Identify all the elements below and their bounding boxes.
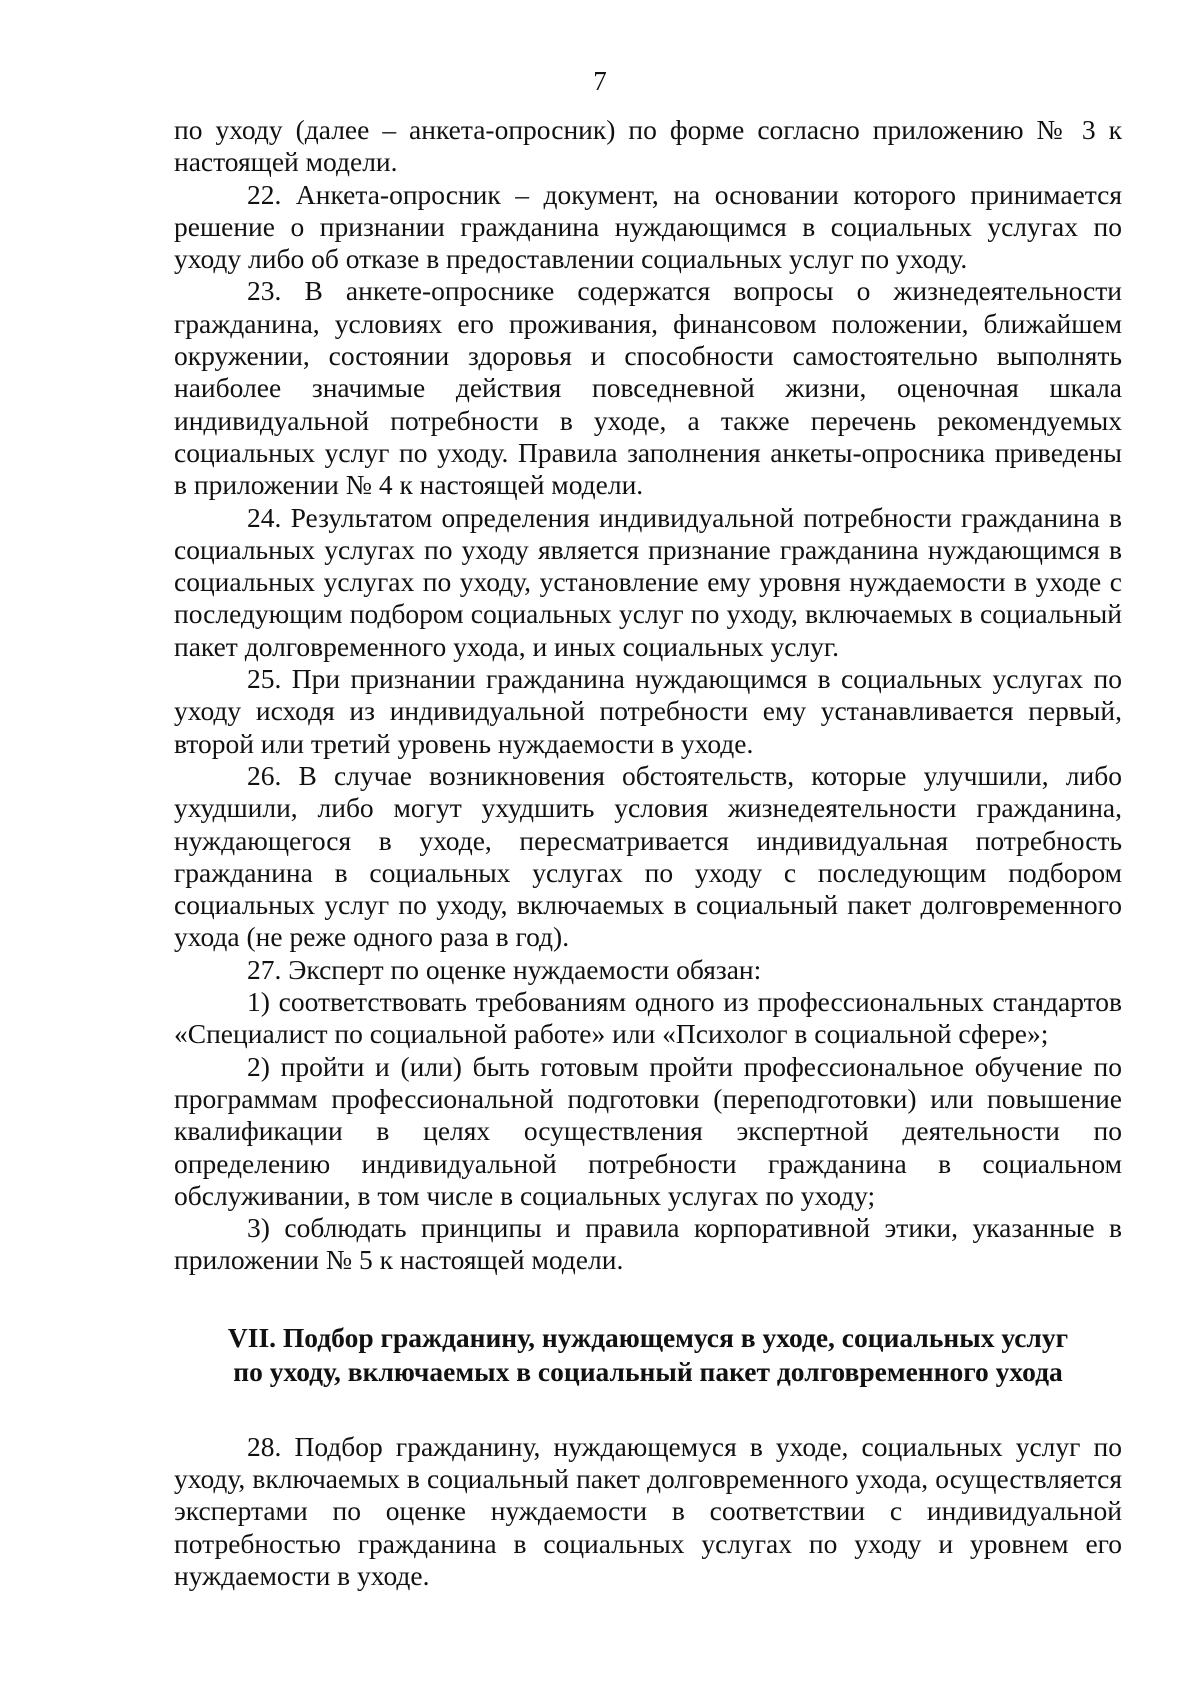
section-heading bbox=[174, 1321, 1122, 1389]
section-heading-line-2: по уходу, включаемых в социальный пакет долговременного ухода bbox=[233, 1355, 1063, 1387]
paragraph: 3) соблюдать принципы и правила корпоративной этики, указанные в приложении № 5 к настоящей модели. bbox=[174, 1212, 1122, 1276]
document-body bbox=[174, 114, 1122, 1592]
paragraph: 2) пройти и (или) быть готовым пройти профессиональное обучение по программам профессиональной подготовки (переподготовки) или повышение квалификации в целях осуществления экспертной деятельности по определению индивидуальной потребности гражданина в социальном обслуживании, в том числе в социальных услугах по уходу; bbox=[174, 1050, 1122, 1211]
section-heading-line-1: VII. Подбор гражданину, нуждающемуся в уходе, социальных услуг bbox=[227, 1321, 1069, 1353]
paragraph: 25. При признании гражданина нуждающимся в социальных услугах по уходу исходя из индивидуальной потребности ему устанавливается первый, второй или третий уровень нуждаемости в уходе. bbox=[174, 663, 1122, 759]
paragraphs-before-heading bbox=[174, 114, 1122, 1277]
paragraphs-after-heading bbox=[174, 1431, 1122, 1592]
paragraph: 26. В случае возникновения обстоятельств, которые улучшили, либо ухудшили, либо могут ухудшить условия жизнедеятельности гражданина, нуждающегося в уходе, пересматривается индивидуальная потребность гражданина в социальных услугах по уходу с последующим подбором социальных услуг по уходу, включаемых в социальный пакет долговременного ухода (не реже одного раза в год). bbox=[174, 759, 1122, 953]
paragraph: 24. Результатом определения индивидуальной потребности гражданина в социальных услугах по уходу является признание гражданина нуждающимся в социальных услугах по уходу, установление ему уровня нуждаемости в уходе с последующим подбором социальных услуг по уходу, включаемых в социальный пакет долговременного ухода, и иных социальных услуг. bbox=[174, 501, 1122, 662]
paragraph: 23. В анкете-опроснике содержатся вопросы о жизнедеятельности гражданина, условиях его проживания, финансовом положении, ближайшем окружении, состоянии здоровья и способности самостоятельно выполнять наиболее значимые действия повседневной жизни, оценочная шкала индивидуальной потребности в уходе, а также перечень рекомендуемых социальных услуг по уходу. Правила заполнения анкеты-опросника приведены в приложении № 4 к настоящей модели. bbox=[174, 275, 1122, 501]
paragraph: по уходу (далее – анкета-опросник) по форме согласно приложению № 3 к настоящей модели. bbox=[174, 114, 1122, 178]
paragraph: 1) соответствовать требованиям одного из профессиональных стандартов «Специалист по социальной работе» или «Психолог в социальной сфере»; bbox=[174, 986, 1122, 1050]
paragraph: 28. Подбор гражданину, нуждающемуся в уходе, социальных услуг по уходу, включаемых в социальный пакет долговременного ухода, осуществляется экспертами по оценке нуждаемости в соответствии с индивидуальной потребностью гражданина в социальных услугах по уходу и уровнем его нуждаемости в уходе. bbox=[174, 1430, 1122, 1591]
page-number: 7 bbox=[593, 66, 607, 96]
paragraph: 27. Эксперт по оценке нуждаемости обязан: bbox=[247, 953, 762, 985]
paragraph: 22. Анкета-опросник – документ, на основании которого принимается решение о признании гражданина нуждающимся в социальных услугах по уходу либо об отказе в предоставлении социальных услуг по уходу. bbox=[174, 178, 1122, 275]
